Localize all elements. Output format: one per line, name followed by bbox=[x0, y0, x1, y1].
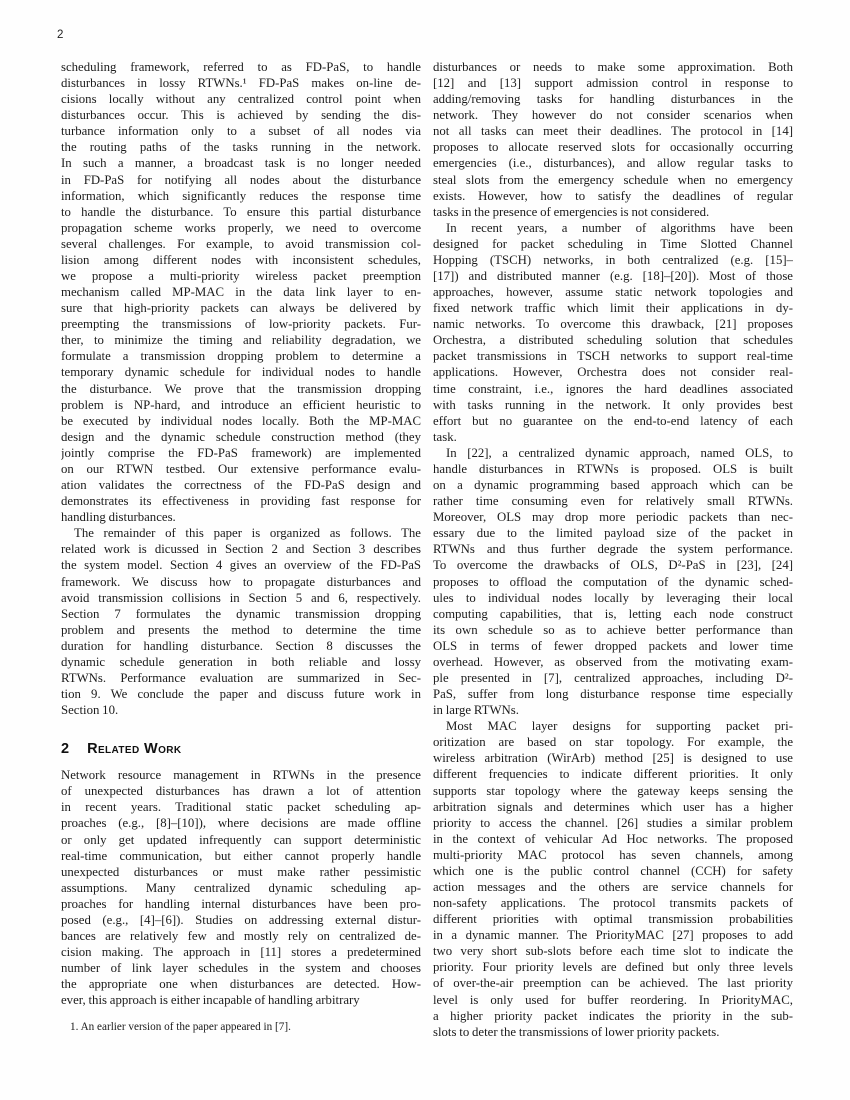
text-line: proposes to offload the computation of the dynamic sched- bbox=[433, 574, 793, 589]
text-line: Orchestra, a distributed scheduling solution that schedules bbox=[433, 333, 793, 348]
text-line: turbance information only to a subset of all nodes via bbox=[61, 124, 421, 139]
text-line: in recent years. Traditional static packet scheduling ap- bbox=[61, 800, 421, 815]
paragraph-related-work-1 bbox=[61, 767, 421, 1008]
text-line: lision among different nodes with inconsistent schedules, bbox=[61, 252, 421, 267]
text-line: the system model. Section 4 gives an overview of the FD-PaS bbox=[61, 558, 421, 573]
text-line: approaches, however, assume static network topologies and bbox=[433, 285, 793, 300]
text-line: rather time consuming even for relatively small RTWNs. bbox=[433, 494, 793, 509]
text-line: oritization are based on star topology. For example, the bbox=[433, 735, 793, 750]
text-line: the disturbance. We prove that the transmission dropping bbox=[61, 381, 421, 396]
text-line: non-safety applications. The protocol transmits packets of bbox=[433, 896, 793, 911]
text-line: the appropriate one when disturbances are detected. How- bbox=[61, 977, 421, 992]
text-line: Most MAC layer designs for supporting packet pri- bbox=[446, 719, 793, 734]
footnote: 1. An earlier version of the paper appeared in [7]. bbox=[70, 1021, 291, 1034]
text-line: [12] and [13] support admission control in response to bbox=[433, 76, 793, 91]
text-line: posed (e.g., [4]–[6]). Studies on addressing external distur- bbox=[61, 912, 421, 927]
text-line: ules to individual nodes locally by leveraging their local bbox=[433, 590, 793, 605]
text-line: of over-the-air preemption can be achieved. The last priority bbox=[433, 976, 793, 991]
text-line: different frequencies to indicate different priorities. It only bbox=[433, 767, 793, 782]
text-line: different priorities with optimal transmission probabilities bbox=[433, 912, 793, 927]
paragraph-intro-1 bbox=[61, 59, 421, 525]
text-line: proposes to allocate reserved slots for occasionally occurring bbox=[433, 140, 793, 155]
text-line: fixed network traffic which limit their applications in dy- bbox=[433, 301, 793, 316]
text-line: [17]) and distributed manner (e.g. [18]–[20]). Most of those bbox=[433, 269, 793, 284]
section-title: Related Work bbox=[87, 741, 182, 758]
text-line: two very short sub-slots before each time slot to indicate the bbox=[433, 944, 793, 959]
text-line: mechanism called MP-MAC in the data link layer to en- bbox=[61, 285, 421, 300]
text-line: applications. However, Orchestra does not consider real- bbox=[433, 365, 793, 380]
text-line: disturbances or needs to make some approximation. Both bbox=[433, 60, 793, 74]
text-line: steal slots from the emergency schedule when no emergency bbox=[433, 172, 793, 187]
text-line: effort but no guarantee on the end-to-end latency of each bbox=[433, 413, 793, 428]
text-line: emergencies (i.e., disturbances), and allow regular tasks to bbox=[433, 156, 793, 171]
text-line: on our RTWN testbed. Our extensive performance evalu- bbox=[61, 461, 421, 476]
text-line: scheduling framework, referred to as FD-PaS, to handle bbox=[61, 60, 421, 74]
text-line: network. They however do not consider scenarios when bbox=[433, 108, 793, 123]
text-line: computing capabilities, that is, letting each node construct bbox=[433, 606, 793, 621]
text-line: be executed by individual nodes locally. Both the MP-MAC bbox=[61, 413, 421, 428]
text-line: exists. However, how to satisfy the deadlines of regular bbox=[433, 188, 793, 203]
text-line: on a dynamic programming based approach which can be bbox=[433, 478, 793, 493]
text-line: bances are relatively few and mostly rely on centralized de- bbox=[61, 928, 421, 943]
section-number: 2 bbox=[61, 741, 70, 758]
text-line: related work is dicussed in Section 2 and Section 3 describes bbox=[61, 542, 421, 557]
text-line: proaches for handling internal disturbances have been pro- bbox=[61, 896, 421, 911]
left-column bbox=[61, 59, 421, 1035]
text-line: ther, to minimize the timing and reliability degradation, we bbox=[61, 333, 421, 348]
text-line: PaS, suffer from long disturbance response time especially bbox=[433, 687, 793, 702]
text-line: handling disturbances. bbox=[61, 510, 176, 525]
paragraph-right-4 bbox=[433, 718, 793, 1040]
text-line: supports star topology where the gateway keeps sensing the bbox=[433, 783, 793, 798]
text-line: or only get updated infrequently can support deterministic bbox=[61, 832, 421, 847]
text-line: preempting the transmissions of low-priority packets. Fur- bbox=[61, 317, 421, 332]
text-line: In [22], a centralized dynamic approach, named OLS, to bbox=[446, 445, 793, 460]
text-line: multi-priority MAC protocol has seven channels, among bbox=[433, 847, 793, 862]
paragraph-intro-2 bbox=[61, 525, 421, 718]
text-line: problem is NP-hard, and introduce an efficient heuristic to bbox=[61, 397, 421, 412]
text-line: temporary dynamic schedule for individual nodes to handle bbox=[61, 365, 421, 380]
text-line: handle disturbances in RTWNs is proposed. OLS is built bbox=[433, 461, 793, 476]
text-line: To overcome the drawbacks of OLS, D²-PaS in [23], [24] bbox=[433, 558, 793, 573]
text-line: essary due to the limited payload size of the packet in bbox=[433, 526, 793, 541]
text-line: several challenges. For example, to avoid transmission col- bbox=[61, 236, 421, 251]
text-line: Moreover, OLS may drop more periodic packets than nec- bbox=[433, 510, 793, 525]
text-line: real-time communication, but either cannot properly handle bbox=[61, 848, 421, 863]
section-heading bbox=[61, 741, 421, 758]
text-line: ple presented in [7], centralized approaches, including D²- bbox=[433, 670, 793, 685]
text-line: number of link layer schedules in the system and chooses bbox=[61, 961, 421, 976]
text-line: propagation scheme works properly, we need to overcome bbox=[61, 220, 421, 235]
text-line: problem and presents the method to determine the time bbox=[61, 622, 421, 637]
text-line: with tasks running in the network. It only provides best bbox=[433, 397, 793, 412]
right-column bbox=[433, 59, 793, 1040]
text-line: to handle the disturbance. To ensure this partial disturbance bbox=[61, 204, 421, 219]
text-line: proaches (e.g., [8]–[10]), where decisions are made offline bbox=[61, 816, 421, 831]
text-line: sure that high-priority packets can always be delivered by bbox=[61, 301, 421, 316]
text-line: level is only used for buffer reordering. In PriorityMAC, bbox=[433, 992, 793, 1007]
text-line: In recent years, a number of algorithms have been bbox=[446, 220, 793, 235]
text-line: In such a manner, a broadcast task is no longer needed bbox=[61, 156, 421, 171]
paragraph-right-2 bbox=[433, 220, 793, 445]
text-line: Network resource management in RTWNs in the presence bbox=[61, 768, 421, 783]
text-line: overhead. However, as observed from the motivating exam- bbox=[433, 654, 793, 669]
text-line: tion 9. We conclude the paper and discuss future work in bbox=[61, 687, 421, 702]
text-line: priority. Four priority levels are defined but only three levels bbox=[433, 960, 793, 975]
text-line: information, which significantly reduces the response time bbox=[61, 188, 421, 203]
text-line: we propose a multi-priority wireless packet preemption bbox=[61, 269, 421, 284]
text-line: Section 7 formulates the dynamic transmission dropping bbox=[61, 606, 421, 621]
text-line: time constraint, i.e., ignores the hard deadlines associated bbox=[433, 381, 793, 396]
text-line: dynamic schedule generation in both reliable and lossy bbox=[61, 654, 421, 669]
text-line: demonstrates its effectiveness in providing fast response for bbox=[61, 494, 421, 509]
text-line: arbitration signals and determines which user has a higher bbox=[433, 799, 793, 814]
text-line: design and the dynamic schedule construction method (they bbox=[61, 429, 421, 444]
text-line: framework. We discuss how to propagate disturbances and bbox=[61, 574, 421, 589]
text-line: in large RTWNs. bbox=[433, 703, 519, 718]
text-line: disturbances occur. This is achieved by sending the dis- bbox=[61, 108, 421, 123]
text-line: wireless arbitration (WirArb) method [25] is designed to use bbox=[433, 751, 793, 766]
text-line: which one is the public control channel (CCH) for safety bbox=[433, 863, 793, 878]
text-line: The remainder of this paper is organized as follows. The bbox=[74, 526, 421, 541]
text-line: slots to deter the transmissions of lower priority packets. bbox=[433, 1024, 720, 1039]
paragraph-right-3 bbox=[433, 445, 793, 718]
text-line: avoid transmission collisions in Section 5 and 6, respectively. bbox=[61, 590, 421, 605]
text-line: adding/removing tasks for handling disturbances in the bbox=[433, 92, 793, 107]
text-line: duration for handling disturbance. Section 8 discusses the bbox=[61, 638, 421, 653]
paragraph-right-1 bbox=[433, 59, 793, 220]
text-line: Hopping (TSCH) networks, in both centralized (e.g. [15]– bbox=[433, 252, 793, 267]
text-line: jointly comprise the FD-PaS framework) are implemented bbox=[61, 445, 421, 460]
text-line: the routing paths of the tasks running in the network. bbox=[61, 140, 421, 155]
text-line: its own schedule so as to achieve better performance than bbox=[433, 622, 793, 637]
text-line: in the context of vehicular Ad Hoc networks. The proposed bbox=[433, 831, 793, 846]
text-line: priority to access the channel. [26] studies a similar problem bbox=[433, 815, 793, 830]
text-line: in FD-PaS for notifying all nodes about the disturbance bbox=[61, 172, 421, 187]
text-line: not all tasks can meet their deadlines. The protocol in [14] bbox=[433, 124, 793, 139]
text-line: Section 10. bbox=[61, 703, 119, 718]
text-line: action messages and the others are service channels for bbox=[433, 879, 793, 894]
text-line: task. bbox=[433, 429, 457, 444]
text-line: designed for packet scheduling in Time Slotted Channel bbox=[433, 236, 793, 251]
text-line: ever, this approach is either incapable of handling arbitrary bbox=[61, 993, 360, 1008]
text-line: OLS in terms of fewer dropped packets and lower time bbox=[433, 638, 793, 653]
text-line: disturbances in lossy RTWNs.¹ FD-PaS makes on-line de- bbox=[61, 76, 421, 91]
text-line: cisions locally without any centralized control point when bbox=[61, 92, 421, 107]
text-line: RTWNs. Performance evaluation are summarized in Sec- bbox=[61, 670, 421, 685]
text-line: in a dynamic manner. The PriorityMAC [27] proposes to add bbox=[433, 928, 793, 943]
text-line: of unexpected disturbances has drawn a lot of attention bbox=[61, 784, 421, 799]
text-line: assumptions. Many centralized dynamic scheduling ap- bbox=[61, 880, 421, 895]
text-line: unexpected disturbances or must make rather pessimistic bbox=[61, 864, 421, 879]
text-line: formulate a transmission dropping problem to determine a bbox=[61, 349, 421, 364]
text-line: a higher priority packet indicates the priority in the sub- bbox=[433, 1008, 793, 1023]
text-line: ation validates the correctness of the FD-PaS design and bbox=[61, 478, 421, 493]
text-line: namic networks. To overcome this drawback, [21] proposes bbox=[433, 317, 793, 332]
text-line: RTWNs and thus further degrade the system performance. bbox=[433, 542, 793, 557]
page-number: 2 bbox=[57, 29, 64, 41]
text-line: cision making. The approach in [11] stores a predetermined bbox=[61, 945, 421, 960]
text-line: tasks in the presence of emergencies is not considered. bbox=[433, 204, 710, 219]
text-line: packet transmissions in TSCH networks to support real-time bbox=[433, 349, 793, 364]
